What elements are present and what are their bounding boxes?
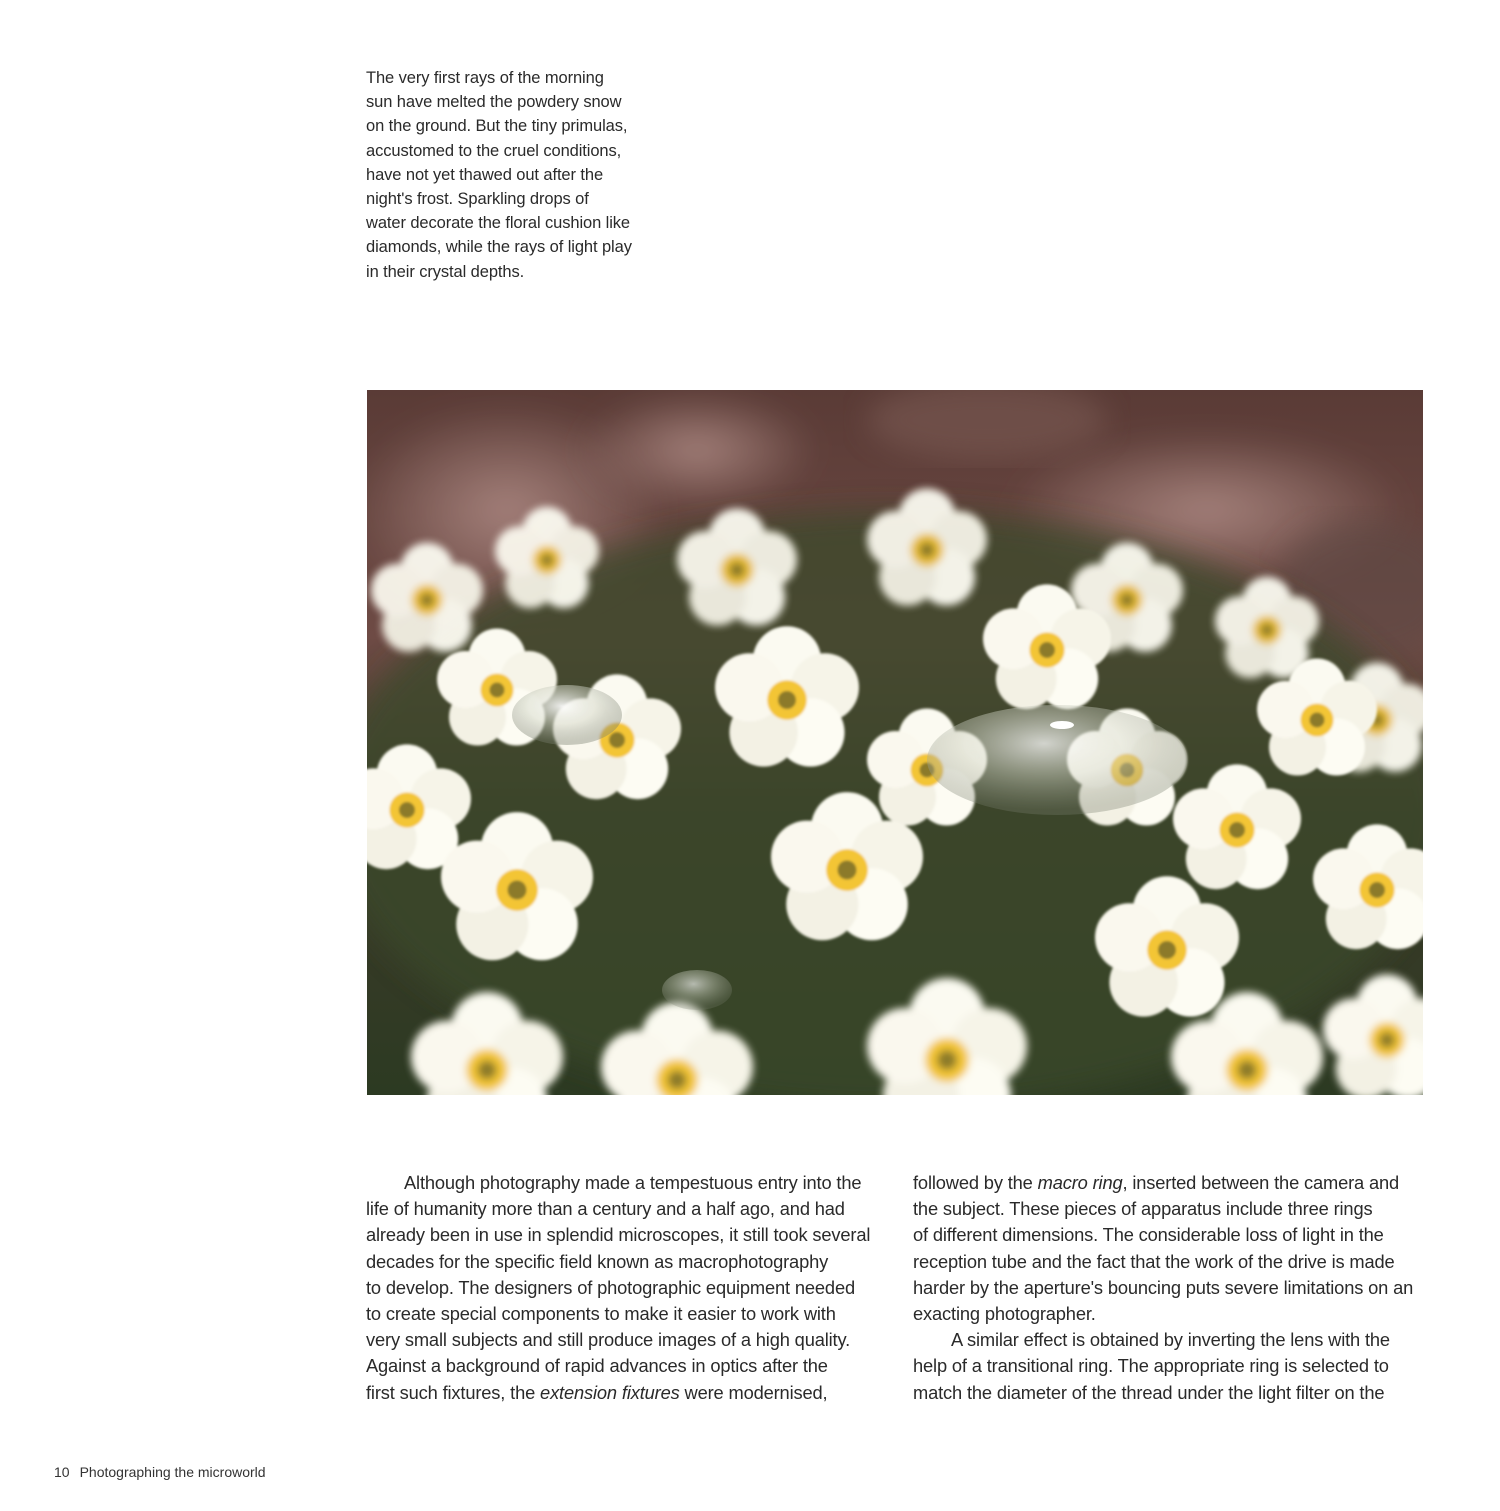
text-fragment: were modernised, — [679, 1381, 828, 1403]
text-line: to develop. The designers of photographic equipment needed — [366, 1276, 855, 1298]
text-line: to create special components to make it easier to work with — [366, 1303, 836, 1325]
text-line: harder by the aperture's bouncing puts severe limitations on an — [913, 1276, 1414, 1298]
caption-line: sun have melted the powdery snow — [366, 93, 622, 112]
photo-caption — [366, 66, 638, 284]
text-line: already been in use in splendid microscopes, it still took several — [366, 1224, 871, 1246]
primula-photo — [367, 390, 1423, 1095]
caption-line: in their crystal depths. — [366, 262, 525, 281]
text-fragment: first such fixtures, the — [366, 1381, 541, 1403]
text-fragment: followed by the — [913, 1172, 1038, 1193]
caption-line: on the ground. But the tiny primulas, — [366, 117, 628, 136]
emphasis-term: extension fixtures — [540, 1381, 680, 1403]
body-paragraph — [913, 1327, 1425, 1353]
body-column-right — [913, 1170, 1425, 1406]
text-line: reception tube and the fact that the work of the drive is made — [913, 1250, 1395, 1272]
caption-line: night's frost. Sparkling drops of — [366, 190, 589, 209]
text-line: A similar effect is obtained by inverting the lens with the — [951, 1329, 1390, 1351]
caption-line: have not yet thawed out after the — [366, 165, 604, 184]
text-line: Against a background of rapid advances in optics after the — [366, 1355, 828, 1377]
text-line: life of humanity more than a century and a half ago, and had — [366, 1198, 845, 1220]
text-line — [913, 1170, 1425, 1196]
emphasis-term: macro ring — [1037, 1172, 1123, 1193]
text-line: exacting photographer. — [913, 1303, 1096, 1325]
caption-line: diamonds, while the rays of light play — [366, 238, 632, 257]
body-column-left — [366, 1170, 878, 1406]
text-line: decades for the specific field known as macrophotography — [366, 1250, 829, 1272]
primula-photo-illustration — [367, 390, 1423, 1095]
text-line: Although photography made a tempestuous entry into the — [404, 1172, 862, 1193]
caption-line: accustomed to the cruel conditions, — [366, 141, 622, 160]
body-paragraph — [366, 1170, 878, 1196]
text-line: very small subjects and still produce images of a high quality. — [366, 1329, 851, 1351]
text-fragment: , inserted between the camera and — [1122, 1172, 1400, 1193]
caption-line: The very first rays of the morning — [366, 69, 604, 87]
page-number: 10 — [54, 1464, 70, 1480]
text-line: the subject. These pieces of apparatus include three rings — [913, 1198, 1373, 1220]
caption-line: water decorate the floral cushion like — [366, 214, 631, 233]
text-line — [366, 1380, 878, 1406]
text-line: help of a transitional ring. The appropriate ring is selected to — [913, 1355, 1389, 1377]
text-line: of different dimensions. The considerable loss of light in the — [913, 1224, 1384, 1246]
running-title: Photographing the microworld — [79, 1464, 266, 1480]
text-line: match the diameter of the thread under the light filter on the — [913, 1381, 1385, 1403]
page-footer — [54, 1462, 266, 1482]
